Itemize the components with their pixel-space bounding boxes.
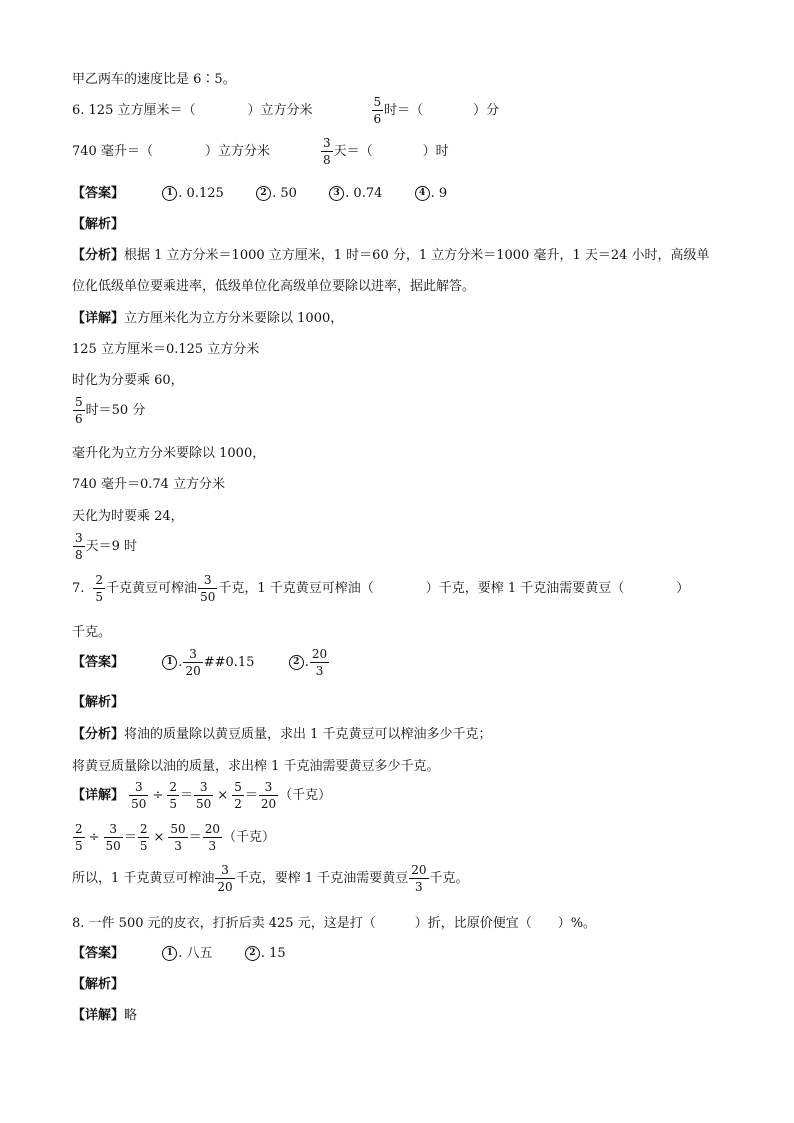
answer-item-1: 1 . 八五 [162, 946, 212, 961]
question-6-text-e: 740 毫升＝（ [72, 144, 153, 159]
fraction: $\frac{3}{8}$ [75, 531, 83, 562]
question-6-text-d: ）分 [473, 103, 500, 118]
question-8-xiangjie-line: 【详解】略 [72, 1008, 138, 1023]
answer-item-2: 2 . 15 [245, 946, 286, 961]
answer-item-3: 3 . 0.74 [329, 186, 382, 201]
answer-item-1: 1 . 0.125 [162, 186, 223, 201]
previous-answer-line [72, 68, 236, 87]
solution-line: 毫升化为立方分米要除以 1000， [72, 446, 266, 461]
question-8-answer [72, 942, 286, 961]
question-6-text-h: ）时 [422, 144, 449, 159]
xiangjie-text: 立方厘米化为立方分米要除以 1000， [124, 311, 344, 326]
answer-item-1: 1 . $\frac{3}{20}$ ##0.15 [162, 655, 254, 670]
solution-line: $\frac{3}{8}$ 天＝9 时 [75, 531, 138, 562]
answer-item-2: 2 . 50 [256, 186, 297, 201]
solution-line: $\frac{5}{6}$ 时＝50 分 [75, 395, 146, 426]
question-7-fenxi-line-1: 【分析】将油的质量除以黄豆质量，求出 1 千克黄豆可以榨油多少千克； [72, 727, 492, 742]
solution-line: 天化为时要乘 24， [72, 509, 184, 524]
fraction: $\frac{3}{50}$ [200, 573, 216, 604]
fraction: $\frac{5}{6}$ [373, 95, 382, 126]
question-8-analysis-label: 【解析】 [72, 977, 125, 992]
solution-line: 740 毫升＝0.74 立方分米 [72, 477, 226, 492]
solution-line: 时化为分要乘 60， [72, 373, 184, 388]
xiangjie-label: 【详解】 [72, 788, 125, 803]
question-number: 7. [72, 581, 85, 596]
question-7-line-1: 7. $\frac{2}{5}$ 千克黄豆可榨油 $\frac{3}{50}$ 千克，1 千克黄豆可榨油（ ）千克，要榨 1 千克油需要黄豆（ ） [72, 573, 690, 604]
xiangjie-label: 【详解】 [72, 311, 125, 326]
question-6-text-c: 时＝（ [384, 103, 424, 118]
question-6-text-f: ）立方分米 [204, 144, 270, 159]
question-6-xiangjie-line [72, 307, 343, 326]
question-7-line-2: 千克。 [72, 625, 112, 640]
fenxi-label: 【分析】 [72, 727, 125, 742]
question-6-text-g: 天＝（ [333, 144, 373, 159]
question-7-answer [72, 648, 330, 677]
question-7-fenxi-line-2: 将黄豆质量除以油的质量，求出榨 1 千克油需要黄豆多少千克。 [72, 759, 440, 774]
fenxi-label: 【分析】 [72, 248, 125, 263]
question-6-answer [72, 182, 447, 201]
question-7-analysis-label: 【解析】 [72, 695, 125, 710]
question-7-equation-1: 【详解】 $\frac{3}{50}$ ÷ $\frac{2}{5}$ ＝ $\frac{3}{50}$ × $\frac{5}{2}$ ＝ $\frac{3}{20}$ （千克） [72, 780, 332, 811]
fraction: $\frac{5}{6}$ [75, 395, 83, 426]
answer-item-4: 4 . 9 [415, 186, 448, 201]
answer-label: 【答案】 [72, 946, 125, 961]
question-6-line-1 [72, 96, 499, 125]
question-6-fenxi-line-1 [72, 244, 710, 263]
solution-line: 125 立方厘米＝0.125 立方分米 [72, 342, 260, 357]
xiangjie-label: 【详解】 [72, 1008, 125, 1023]
answer-item-2: 2 . $\frac{20}{3}$ [289, 655, 330, 670]
fraction: $\frac{3}{8}$ [322, 136, 331, 167]
fraction: $\frac{20}{3}$ [311, 647, 328, 678]
question-6-analysis-label: 【解析】 [72, 217, 125, 232]
question-6-text-a: 6. 125 立方厘米＝（ [72, 103, 196, 118]
question-7-equation-2: $\frac{2}{5}$ ÷ $\frac{3}{50}$ ＝ $\frac{2}{5}$ × $\frac{50}{3}$ ＝ $\frac{20}{3}$ （千克） [75, 822, 275, 853]
answer-label: 【答案】 [72, 186, 125, 201]
question-8-text: 8. 一件 500 元的皮衣，打折后卖 425 元，这是打（ ）折，比原价便宜（ ）%。 [72, 916, 597, 931]
fraction: $\frac{2}{5}$ [95, 573, 104, 604]
question-6-line-2 [72, 137, 449, 166]
question-6-fenxi-line-2: 位化低级单位要乘进率，低级单位化高级单位要除以进率，据此解答。 [72, 279, 476, 294]
fenxi-text: 根据 1 立方分米＝1000 立方厘米，1 时＝60 分，1 立方分米＝1000 毫升，1 天＝24 小时，高级单 [124, 248, 710, 263]
question-7-conclusion: 所以，1 千克黄豆可榨油 $\frac{3}{20}$ 千克，要榨 1 千克油需要黄豆 $\frac{20}{3}$ 千克。 [72, 863, 469, 894]
answer-label: 【答案】 [72, 655, 125, 670]
question-6-text-b: ）立方分米 [247, 103, 313, 118]
fraction: $\frac{3}{20}$ [185, 647, 201, 678]
previous-answer-text: 甲乙两车的速度比是 6∶5。 [72, 72, 236, 87]
